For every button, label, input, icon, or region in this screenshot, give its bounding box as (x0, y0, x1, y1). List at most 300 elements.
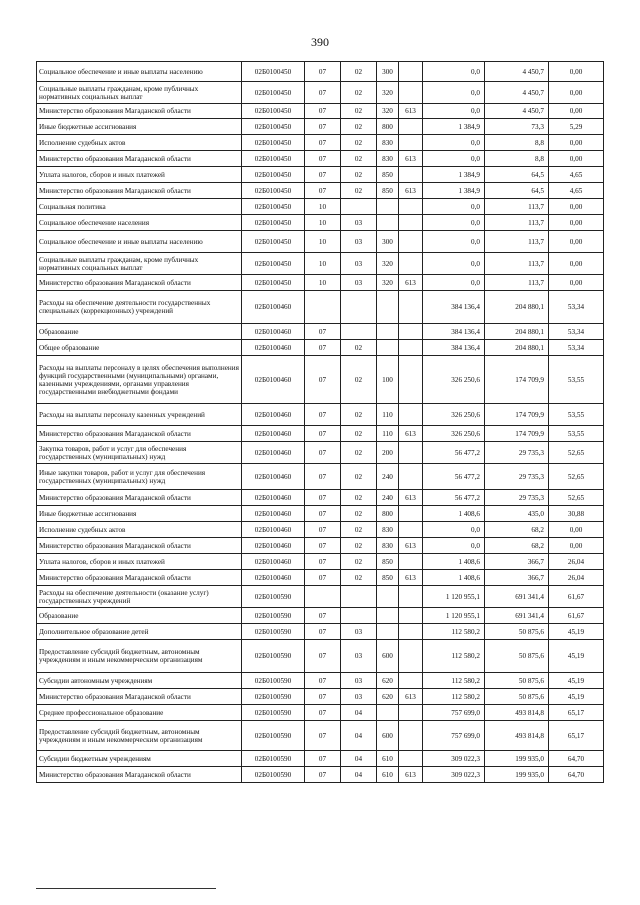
cell-percent: 0,00 (549, 199, 604, 215)
cell-subsection: 02 (341, 570, 377, 586)
cell-subsection: 02 (341, 490, 377, 506)
cell-expense-type: 800 (377, 506, 399, 522)
cell-executed: 8,8 (485, 151, 549, 167)
cell-code: 02Б0100590 (242, 608, 305, 624)
cell-section: 07 (305, 608, 341, 624)
cell-name: Министерство образования Магаданской области (37, 426, 242, 442)
cell-name: Иные бюджетные ассигнования (37, 506, 242, 522)
cell-percent: 30,88 (549, 506, 604, 522)
cell-percent: 0,00 (549, 231, 604, 253)
table-row (37, 119, 604, 135)
footer-divider (36, 888, 216, 889)
cell-plan: 1 384,9 (423, 119, 485, 135)
cell-percent: 53,34 (549, 340, 604, 356)
cell-subsection: 02 (341, 538, 377, 554)
cell-administrator: 613 (399, 689, 423, 705)
cell-name: Расходы на обеспечение деятельности государственных специальных (коррекционных) учреждений (37, 291, 242, 324)
cell-percent: 65,17 (549, 705, 604, 721)
cell-name: Министерство образования Магаданской области (37, 151, 242, 167)
cell-name: Социальные выплаты гражданам, кроме публичных нормативных социальных выплат (37, 253, 242, 275)
cell-name: Министерство образования Магаданской области (37, 490, 242, 506)
table-row (37, 767, 604, 783)
cell-code: 02Б0100450 (242, 275, 305, 291)
cell-code: 02Б0100590 (242, 624, 305, 640)
cell-section (305, 586, 341, 608)
cell-expense-type: 100 (377, 356, 399, 404)
cell-subsection: 03 (341, 231, 377, 253)
table-row (37, 324, 604, 340)
cell-expense-type: 240 (377, 490, 399, 506)
cell-administrator (399, 442, 423, 464)
cell-percent: 0,00 (549, 522, 604, 538)
cell-section: 07 (305, 522, 341, 538)
cell-administrator (399, 82, 423, 104)
cell-name: Уплата налогов, сборов и иных платежей (37, 167, 242, 183)
cell-plan: 0,0 (423, 538, 485, 554)
budget-table (36, 61, 604, 783)
cell-administrator (399, 586, 423, 608)
cell-plan: 1 384,9 (423, 167, 485, 183)
cell-plan: 1 120 955,1 (423, 586, 485, 608)
cell-administrator (399, 135, 423, 151)
cell-administrator: 613 (399, 426, 423, 442)
cell-percent: 0,00 (549, 151, 604, 167)
cell-administrator (399, 673, 423, 689)
table-row (37, 640, 604, 673)
cell-code: 02Б0100460 (242, 404, 305, 426)
cell-code: 02Б0100450 (242, 135, 305, 151)
table-row (37, 464, 604, 490)
cell-percent: 45,19 (549, 673, 604, 689)
cell-code: 02Б0100460 (242, 554, 305, 570)
cell-subsection (341, 199, 377, 215)
cell-plan: 0,0 (423, 215, 485, 231)
cell-expense-type: 600 (377, 721, 399, 751)
cell-subsection: 02 (341, 183, 377, 199)
cell-expense-type (377, 291, 399, 324)
cell-subsection: 02 (341, 340, 377, 356)
table-row (37, 104, 604, 119)
cell-section: 07 (305, 404, 341, 426)
cell-subsection: 02 (341, 404, 377, 426)
cell-executed: 113,7 (485, 253, 549, 275)
cell-administrator (399, 167, 423, 183)
cell-expense-type: 620 (377, 689, 399, 705)
cell-executed: 691 341,4 (485, 608, 549, 624)
table-row (37, 291, 604, 324)
cell-percent: 52,65 (549, 490, 604, 506)
cell-subsection (341, 324, 377, 340)
cell-executed: 113,7 (485, 275, 549, 291)
cell-percent: 45,19 (549, 640, 604, 673)
cell-subsection: 02 (341, 554, 377, 570)
cell-executed: 174 709,9 (485, 404, 549, 426)
cell-code: 02Б0100460 (242, 464, 305, 490)
cell-name: Министерство образования Магаданской области (37, 538, 242, 554)
cell-subsection: 03 (341, 253, 377, 275)
cell-executed: 29 735,3 (485, 490, 549, 506)
cell-code: 02Б0100450 (242, 104, 305, 119)
table-row (37, 522, 604, 538)
cell-section: 07 (305, 570, 341, 586)
table-row (37, 356, 604, 404)
cell-section: 07 (305, 554, 341, 570)
cell-plan: 0,0 (423, 231, 485, 253)
cell-subsection: 03 (341, 215, 377, 231)
cell-plan: 0,0 (423, 253, 485, 275)
cell-code: 02Б0100590 (242, 689, 305, 705)
cell-subsection: 02 (341, 151, 377, 167)
cell-section: 07 (305, 506, 341, 522)
cell-plan: 326 250,6 (423, 356, 485, 404)
cell-expense-type: 610 (377, 751, 399, 767)
cell-executed: 691 341,4 (485, 586, 549, 608)
cell-plan: 757 699,0 (423, 721, 485, 751)
cell-percent: 4,65 (549, 183, 604, 199)
cell-administrator (399, 119, 423, 135)
cell-plan: 326 250,6 (423, 426, 485, 442)
cell-subsection: 04 (341, 705, 377, 721)
table-row (37, 490, 604, 506)
cell-subsection: 02 (341, 82, 377, 104)
cell-name: Субсидии бюджетным учреждениям (37, 751, 242, 767)
cell-executed: 174 709,9 (485, 356, 549, 404)
cell-percent: 0,00 (549, 82, 604, 104)
cell-subsection: 02 (341, 464, 377, 490)
cell-subsection: 02 (341, 62, 377, 82)
cell-percent: 0,00 (549, 253, 604, 275)
cell-plan: 1 120 955,1 (423, 608, 485, 624)
cell-administrator (399, 62, 423, 82)
cell-code: 02Б0100460 (242, 426, 305, 442)
table-row (37, 506, 604, 522)
cell-code: 02Б0100590 (242, 751, 305, 767)
cell-administrator (399, 340, 423, 356)
cell-section: 07 (305, 767, 341, 783)
cell-administrator (399, 624, 423, 640)
cell-section: 07 (305, 426, 341, 442)
cell-expense-type: 850 (377, 570, 399, 586)
table-row (37, 340, 604, 356)
cell-section: 07 (305, 356, 341, 404)
cell-percent: 53,34 (549, 291, 604, 324)
cell-section: 07 (305, 689, 341, 705)
cell-executed: 64,5 (485, 183, 549, 199)
cell-percent: 53,55 (549, 426, 604, 442)
cell-section: 07 (305, 135, 341, 151)
cell-plan: 1 408,6 (423, 506, 485, 522)
cell-executed: 199 935,0 (485, 767, 549, 783)
cell-section: 07 (305, 104, 341, 119)
cell-section: 07 (305, 340, 341, 356)
cell-administrator (399, 291, 423, 324)
cell-code: 02Б0100460 (242, 522, 305, 538)
cell-code: 02Б0100460 (242, 490, 305, 506)
cell-section: 07 (305, 705, 341, 721)
cell-name: Иные бюджетные ассигнования (37, 119, 242, 135)
cell-expense-type: 320 (377, 275, 399, 291)
cell-percent: 64,70 (549, 751, 604, 767)
cell-code: 02Б0100590 (242, 767, 305, 783)
cell-code: 02Б0100450 (242, 62, 305, 82)
cell-section: 07 (305, 324, 341, 340)
cell-expense-type: 240 (377, 464, 399, 490)
cell-section: 07 (305, 464, 341, 490)
cell-percent: 61,67 (549, 586, 604, 608)
cell-administrator: 613 (399, 183, 423, 199)
cell-code: 02Б0100460 (242, 291, 305, 324)
table-row (37, 215, 604, 231)
cell-expense-type: 830 (377, 538, 399, 554)
cell-subsection: 02 (341, 135, 377, 151)
cell-expense-type: 610 (377, 767, 399, 783)
table-row (37, 689, 604, 705)
cell-name: Образование (37, 608, 242, 624)
cell-administrator (399, 608, 423, 624)
cell-name: Дополнительное образование детей (37, 624, 242, 640)
cell-executed: 29 735,3 (485, 442, 549, 464)
cell-executed: 204 880,1 (485, 291, 549, 324)
table-row (37, 538, 604, 554)
cell-expense-type (377, 340, 399, 356)
cell-executed: 366,7 (485, 554, 549, 570)
cell-section: 07 (305, 183, 341, 199)
cell-subsection (341, 586, 377, 608)
cell-code: 02Б0100460 (242, 570, 305, 586)
cell-plan: 384 136,4 (423, 291, 485, 324)
cell-executed: 64,5 (485, 167, 549, 183)
cell-name: Среднее профессиональное образование (37, 705, 242, 721)
cell-subsection: 04 (341, 767, 377, 783)
cell-executed: 50 875,6 (485, 689, 549, 705)
cell-administrator (399, 464, 423, 490)
cell-expense-type: 830 (377, 151, 399, 167)
cell-subsection: 03 (341, 689, 377, 705)
cell-code: 02Б0100450 (242, 167, 305, 183)
cell-name: Социальное обеспечение и иные выплаты населению (37, 62, 242, 82)
cell-name: Образование (37, 324, 242, 340)
cell-section: 07 (305, 624, 341, 640)
cell-plan: 0,0 (423, 62, 485, 82)
cell-plan: 0,0 (423, 275, 485, 291)
cell-name: Министерство образования Магаданской области (37, 689, 242, 705)
cell-percent: 0,00 (549, 135, 604, 151)
cell-expense-type: 110 (377, 426, 399, 442)
cell-code: 02Б0100460 (242, 324, 305, 340)
cell-expense-type (377, 324, 399, 340)
cell-percent: 61,67 (549, 608, 604, 624)
cell-percent: 5,29 (549, 119, 604, 135)
cell-name: Закупка товаров, работ и услуг для обеспечения государственных (муниципальных) нужд (37, 442, 242, 464)
cell-percent: 53,55 (549, 404, 604, 426)
cell-executed: 50 875,6 (485, 640, 549, 673)
table-row (37, 705, 604, 721)
cell-expense-type (377, 586, 399, 608)
cell-subsection: 02 (341, 167, 377, 183)
cell-subsection (341, 291, 377, 324)
cell-percent: 53,55 (549, 356, 604, 404)
cell-expense-type: 320 (377, 104, 399, 119)
cell-section (305, 291, 341, 324)
cell-administrator: 613 (399, 767, 423, 783)
cell-percent: 0,00 (549, 104, 604, 119)
cell-expense-type: 300 (377, 231, 399, 253)
cell-plan: 326 250,6 (423, 404, 485, 426)
cell-name: Министерство образования Магаданской области (37, 275, 242, 291)
cell-administrator (399, 231, 423, 253)
cell-percent: 45,19 (549, 624, 604, 640)
cell-executed: 199 935,0 (485, 751, 549, 767)
table-row (37, 751, 604, 767)
cell-administrator (399, 215, 423, 231)
cell-expense-type: 200 (377, 442, 399, 464)
cell-name: Министерство образования Магаданской области (37, 104, 242, 119)
cell-subsection: 02 (341, 506, 377, 522)
table-row (37, 253, 604, 275)
cell-administrator (399, 253, 423, 275)
cell-name: Министерство образования Магаданской области (37, 183, 242, 199)
table-row (37, 167, 604, 183)
cell-code: 02Б0100590 (242, 640, 305, 673)
cell-plan: 1 384,9 (423, 183, 485, 199)
cell-plan: 384 136,4 (423, 340, 485, 356)
cell-executed: 493 814,8 (485, 721, 549, 751)
cell-code: 02Б0100590 (242, 586, 305, 608)
cell-percent: 53,34 (549, 324, 604, 340)
cell-expense-type: 850 (377, 554, 399, 570)
cell-plan: 112 580,2 (423, 673, 485, 689)
cell-plan: 0,0 (423, 104, 485, 119)
cell-plan: 309 022,3 (423, 767, 485, 783)
cell-administrator: 613 (399, 104, 423, 119)
cell-executed: 113,7 (485, 215, 549, 231)
cell-percent: 45,19 (549, 689, 604, 705)
cell-plan: 0,0 (423, 82, 485, 104)
table-row (37, 426, 604, 442)
cell-section: 07 (305, 751, 341, 767)
cell-plan: 56 477,2 (423, 442, 485, 464)
cell-executed: 50 875,6 (485, 624, 549, 640)
cell-executed: 68,2 (485, 538, 549, 554)
cell-subsection: 03 (341, 640, 377, 673)
cell-percent: 0,00 (549, 215, 604, 231)
cell-subsection: 02 (341, 442, 377, 464)
cell-subsection: 02 (341, 356, 377, 404)
cell-administrator (399, 554, 423, 570)
cell-name: Расходы на обеспечение деятельности (оказание услуг) государственных учреждений (37, 586, 242, 608)
cell-percent: 26,04 (549, 554, 604, 570)
cell-expense-type: 300 (377, 62, 399, 82)
cell-executed: 8,8 (485, 135, 549, 151)
cell-percent: 4,65 (549, 167, 604, 183)
cell-name: Предоставление субсидий бюджетным, автономным учреждениям и иным некоммерческим организациям (37, 640, 242, 673)
cell-code: 02Б0100460 (242, 538, 305, 554)
cell-name: Расходы на выплаты персоналу в целях обеспечения выполнения функций государственными (муниципальными) органами, казенными учреждениями, органами управления государственными внебюджетными фондами (37, 356, 242, 404)
cell-expense-type: 620 (377, 673, 399, 689)
cell-subsection: 02 (341, 426, 377, 442)
table-row (37, 673, 604, 689)
cell-administrator (399, 506, 423, 522)
cell-plan: 0,0 (423, 151, 485, 167)
cell-code: 02Б0100450 (242, 183, 305, 199)
table-row (37, 183, 604, 199)
cell-executed: 204 880,1 (485, 340, 549, 356)
cell-subsection: 03 (341, 624, 377, 640)
cell-expense-type: 850 (377, 167, 399, 183)
table-row (37, 608, 604, 624)
cell-executed: 113,7 (485, 231, 549, 253)
cell-administrator (399, 199, 423, 215)
table-body (37, 62, 604, 783)
cell-section: 07 (305, 640, 341, 673)
cell-expense-type: 800 (377, 119, 399, 135)
cell-name: Социальные выплаты гражданам, кроме публичных нормативных социальных выплат (37, 82, 242, 104)
cell-expense-type: 830 (377, 522, 399, 538)
cell-executed: 204 880,1 (485, 324, 549, 340)
cell-subsection: 04 (341, 721, 377, 751)
cell-name: Исполнение судебных актов (37, 522, 242, 538)
cell-name: Исполнение судебных актов (37, 135, 242, 151)
cell-name: Социальное обеспечение и иные выплаты населению (37, 231, 242, 253)
cell-subsection: 03 (341, 275, 377, 291)
cell-administrator (399, 324, 423, 340)
cell-code: 02Б0100460 (242, 356, 305, 404)
cell-code: 02Б0100450 (242, 215, 305, 231)
cell-plan: 112 580,2 (423, 640, 485, 673)
cell-expense-type: 830 (377, 135, 399, 151)
cell-code: 02Б0100460 (242, 506, 305, 522)
table-row (37, 275, 604, 291)
cell-section: 10 (305, 215, 341, 231)
cell-name: Социальное обеспечение населения (37, 215, 242, 231)
cell-name: Министерство образования Магаданской области (37, 570, 242, 586)
cell-percent: 52,65 (549, 464, 604, 490)
table-row (37, 586, 604, 608)
cell-section: 07 (305, 673, 341, 689)
cell-administrator: 613 (399, 570, 423, 586)
cell-plan: 384 136,4 (423, 324, 485, 340)
cell-subsection: 04 (341, 751, 377, 767)
cell-code: 02Б0100450 (242, 119, 305, 135)
cell-executed: 50 875,6 (485, 673, 549, 689)
cell-code: 02Б0100590 (242, 705, 305, 721)
cell-plan: 56 477,2 (423, 464, 485, 490)
cell-executed: 73,3 (485, 119, 549, 135)
cell-plan: 0,0 (423, 135, 485, 151)
table-row (37, 721, 604, 751)
cell-section: 07 (305, 538, 341, 554)
table-row (37, 199, 604, 215)
cell-executed: 29 735,3 (485, 464, 549, 490)
cell-expense-type (377, 624, 399, 640)
cell-administrator (399, 640, 423, 673)
cell-section: 07 (305, 490, 341, 506)
cell-percent: 26,04 (549, 570, 604, 586)
table-row (37, 404, 604, 426)
cell-executed: 493 814,8 (485, 705, 549, 721)
cell-name: Социальная политика (37, 199, 242, 215)
cell-administrator: 613 (399, 151, 423, 167)
cell-code: 02Б0100460 (242, 442, 305, 464)
cell-code: 02Б0100590 (242, 673, 305, 689)
cell-code: 02Б0100450 (242, 151, 305, 167)
cell-executed: 68,2 (485, 522, 549, 538)
cell-name: Предоставление субсидий бюджетным, автономным учреждениям и иным некоммерческим организациям (37, 721, 242, 751)
cell-code: 02Б0100450 (242, 82, 305, 104)
cell-name: Общее образование (37, 340, 242, 356)
cell-name: Уплата налогов, сборов и иных платежей (37, 554, 242, 570)
table-row (37, 554, 604, 570)
